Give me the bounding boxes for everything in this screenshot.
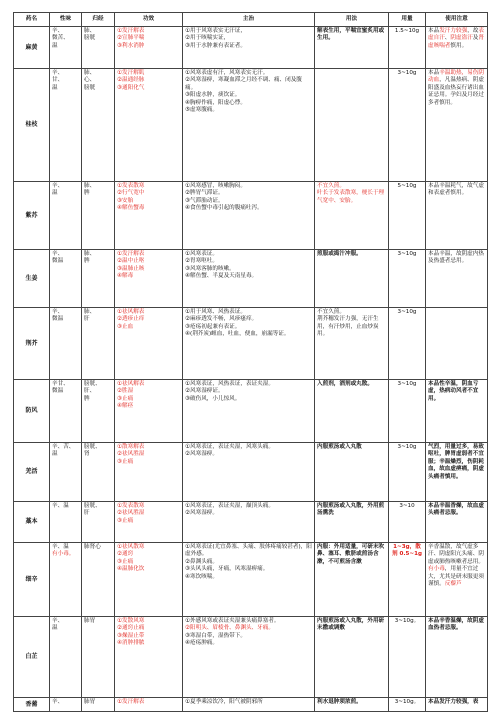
- herb-indications: [183, 502, 315, 543]
- cell-text: 辛、温: [52, 544, 69, 550]
- herb-meridian: [82, 27, 115, 69]
- herb-effects: [115, 380, 183, 443]
- herb-taste: [50, 27, 82, 69]
- cell-text: 反藜芦: [444, 580, 462, 587]
- cell-text: ②祛风胜湿: [117, 451, 145, 458]
- herb-meridian: [82, 617, 115, 698]
- cell-text: 煎服或捣汁冲服。: [317, 251, 362, 257]
- cell-text: ④解痉: [117, 403, 134, 410]
- herb-effects: [115, 182, 183, 250]
- cell-text: 肝、: [84, 388, 96, 395]
- herb-indications: [183, 543, 315, 617]
- cell-text: 慎用。: [450, 42, 468, 49]
- cell-text: ①用于风寒表实无汗证，: [185, 28, 246, 34]
- cell-text: ①夏季乘凉饮冷，阳气被阴邪所: [185, 699, 263, 705]
- cell-text: 辛、: [52, 699, 64, 705]
- cell-text: 肺胃: [84, 699, 96, 705]
- herb-meridian: [82, 443, 115, 502]
- herb-indications: [183, 250, 315, 308]
- cell-text: 本品辛香温燥，故阴虚血热者忌服。: [428, 618, 484, 632]
- herb-dosage: 1~3g，散剂 0.5~1g: [389, 543, 426, 617]
- cell-text: 微温: [52, 388, 64, 395]
- cell-text: 不宜久煎。: [317, 183, 345, 189]
- header-meridian: 归经: [82, 13, 115, 27]
- cell-text: ②祛风胜湿: [117, 510, 145, 517]
- herb-taste: [50, 502, 82, 543]
- cell-text: 膀胱、: [84, 381, 101, 387]
- cell-text: 内服煎汤或入丸散: [317, 444, 362, 450]
- cell-text: ④胸痹作痛，阳虚心悸。: [185, 99, 246, 106]
- cell-text: 膀胱: [84, 35, 96, 42]
- cell-text: ④(荆芥炭)衄血，吐血，便血，崩漏等证。: [185, 331, 290, 338]
- cell-text: ③利水消肿: [117, 42, 145, 49]
- cell-text: 肺胃: [84, 618, 96, 624]
- table-row: [14, 27, 488, 69]
- cell-text: ②通窍: [117, 551, 134, 558]
- herb-name: 香薷: [14, 698, 50, 712]
- herb-effects: [115, 617, 183, 698]
- table-body: [14, 27, 488, 712]
- herb-meridian: [82, 698, 115, 712]
- cell-text: ②温中止呕: [117, 258, 145, 265]
- cell-text: 脾: [84, 258, 90, 265]
- cell-text: ③止痛: [117, 395, 134, 402]
- herb-dosage: 3~10g: [389, 69, 426, 182]
- herb-effects: [115, 502, 183, 543]
- cell-text: 温: [52, 625, 58, 632]
- cell-text: ②鼻渊头痛。: [185, 558, 218, 565]
- herb-usage: [315, 69, 389, 182]
- cell-text: 肺、: [84, 309, 96, 315]
- header-name: 药名: [14, 13, 50, 27]
- herb-notes: [426, 250, 488, 308]
- herb-name: 防风: [14, 380, 50, 443]
- herb-dosage: 3~10g: [389, 443, 426, 502]
- cell-text: 温: [52, 42, 58, 49]
- table-row: [14, 617, 488, 698]
- cell-text: 膀胱: [84, 84, 96, 91]
- cell-text: ④温肺化饮: [117, 566, 145, 573]
- cell-text: ②用于咳喘实证，: [185, 35, 230, 42]
- cell-text: ②宣肺平喘: [117, 35, 145, 42]
- cell-text: ①发汗解肌: [117, 70, 145, 76]
- cell-text: 辛、苦、: [52, 444, 75, 450]
- table-row: [14, 250, 488, 308]
- herb-usage: [315, 308, 389, 380]
- herb-notes: [426, 502, 488, 543]
- cell-text: ②透疹止痒: [117, 316, 145, 323]
- header-usage: 用法: [315, 13, 389, 27]
- cell-text: ③止痛: [117, 517, 134, 524]
- herb-table: [13, 12, 488, 712]
- cell-text: 辛、温: [52, 503, 69, 509]
- cell-text: ①祛风解表: [117, 309, 145, 315]
- cell-text: ③阳虚水肿，痰饮证。: [185, 92, 241, 99]
- herb-usage: [315, 250, 389, 308]
- cell-text: 温: [52, 451, 58, 458]
- cell-text: 辛温助热，易伤阴动血: [428, 70, 484, 84]
- herb-dosage: 1.5~10g: [389, 27, 426, 69]
- herb-taste: [50, 250, 82, 308]
- cell-text: 气烈，用量过多，易致呕吐，脾胃虚弱者不宜服；辛温燥烈，伤阴耗血，故血虚痹痛，阴虚头痛者慎用。: [428, 444, 484, 480]
- herb-dosage: 5~10g: [389, 182, 426, 250]
- herb-dosage: 3~10: [389, 502, 426, 543]
- header-dosage: 用量: [389, 13, 426, 27]
- cell-text: ④解毒: [117, 273, 134, 280]
- cell-text: ③气滞胎动证。: [185, 197, 224, 204]
- herb-taste: [50, 182, 82, 250]
- herb-indications: [183, 69, 315, 182]
- herb-name: 藁本: [14, 502, 50, 543]
- cell-text: 辛甘、: [52, 381, 69, 387]
- herb-effects: [115, 250, 183, 308]
- table-row: [14, 543, 488, 617]
- herb-effects: [115, 443, 183, 502]
- cell-text: ②温通经脉: [117, 77, 145, 84]
- cell-text: ②阳明头、眉棱骨、鼻渊头、牙痛。: [185, 625, 274, 632]
- cell-text: ②风寒湿痹证。: [185, 388, 224, 395]
- cell-text: ①风寒表虚有汗，风寒表实无汗。: [185, 70, 269, 76]
- cell-text: ②胜湿: [117, 388, 134, 395]
- cell-text: 膀胱、: [84, 503, 101, 509]
- herb-indications: [183, 617, 315, 698]
- herb-notes: [426, 380, 488, 443]
- table-row: [14, 380, 488, 443]
- herb-taste: [50, 617, 82, 698]
- herb-meridian: [82, 502, 115, 543]
- herb-effects: [115, 69, 183, 182]
- cell-text: ①发表散寒: [117, 183, 145, 189]
- cell-text: ④疮疡肿痛。: [185, 640, 218, 647]
- cell-text: 本品辛温香燥，故血虚头痛者忌服。: [428, 503, 484, 517]
- herb-dosage: 3~10g。: [389, 617, 426, 698]
- cell-text: ②风寒湿痹。: [185, 510, 218, 517]
- cell-text: ①外感风寒或表证夹湿兼头痛鼻塞者。: [185, 618, 280, 624]
- table-row: [14, 69, 488, 182]
- cell-text: 、: [444, 35, 451, 42]
- herb-dosage: 3~10g: [389, 380, 426, 443]
- cell-text: 肺、: [84, 70, 96, 76]
- cell-text: ②风寒湿痹。: [185, 451, 218, 458]
- cell-text: ②通窍止痛: [117, 625, 145, 632]
- cell-text: ①祛风散寒: [117, 544, 145, 550]
- cell-text: 不宜久煎。: [317, 309, 345, 315]
- herb-usage: [315, 543, 389, 617]
- herb-notes: [426, 308, 488, 380]
- herb-effects: [115, 543, 183, 617]
- cell-text: 辛香温散，故气虚多汗、阴虚阳亢头痛、阴虚或肺热咳嗽者忌用。: [428, 544, 484, 565]
- table-row: [14, 698, 488, 712]
- cell-text: ③破伤风，小儿惊风。: [185, 395, 241, 402]
- cell-text: ①用于风寒、风热表证。: [185, 309, 246, 315]
- cell-text: ⑤虚寒腹痛。: [185, 106, 218, 113]
- herb-name: 细辛: [14, 543, 50, 617]
- herb-taste: [50, 69, 82, 182]
- cell-text: ③止血: [117, 323, 134, 330]
- header-row: [14, 13, 488, 27]
- herb-name: 桂枝: [14, 69, 50, 182]
- cell-text: ①风寒表证，表证夹湿，巅顶头痛。: [185, 503, 274, 509]
- herb-meridian: [82, 308, 115, 380]
- cell-text: ④解鱼蟹、半夏及天南星毒。: [185, 273, 258, 280]
- cell-text: 温: [52, 84, 58, 91]
- cell-text: 脾: [84, 190, 90, 197]
- herb-meridian: [82, 182, 115, 250]
- herb-taste: [50, 698, 82, 712]
- herb-indications: [183, 443, 315, 502]
- herb-usage: [315, 502, 389, 543]
- cell-text: 本品发汗力较强，表: [428, 699, 479, 705]
- cell-text: ，凡温热病、阴虚阳盛及血热妄行诸出血证忌用。孕妇及月经过多者慎用。: [428, 77, 484, 106]
- cell-text: 利水退肿须浓煎。: [317, 699, 362, 705]
- cell-text: ③安胎: [117, 197, 134, 204]
- cell-text: 肺、: [84, 183, 96, 189]
- cell-text: 本品性辛温，阴血亏虚，热病动风者不宜用。: [428, 381, 479, 402]
- cell-text: 阴虚盗汗: [450, 35, 473, 42]
- herb-notes: [426, 27, 488, 69]
- herb-notes: [426, 182, 488, 250]
- herb-meridian: [82, 380, 115, 443]
- cell-text: 甘、: [52, 77, 64, 84]
- cell-text: 有小毒: [428, 566, 445, 573]
- herb-name: 麻黄: [14, 27, 50, 69]
- herb-usage: [315, 27, 389, 69]
- herb-meridian: [82, 543, 115, 617]
- cell-text: 肺、: [84, 251, 96, 257]
- herb-notes: [426, 617, 488, 698]
- cell-text: 脾: [84, 395, 90, 402]
- cell-text: 本品辛温耗气，故气虚和表虚者慎用。: [428, 183, 484, 197]
- cell-text: ④寒饮咳喘。: [185, 573, 218, 580]
- cell-text: ③止痛: [117, 458, 134, 465]
- cell-text: 表虚自汗: [428, 28, 484, 42]
- cell-text: ①风寒表证，风热表证，表证夹湿。: [185, 381, 274, 387]
- cell-text: 荆芥穗发汗力强，无汗生用，有汗炒用，止血炒炭用。: [317, 316, 379, 338]
- herb-name: 荆芥: [14, 308, 50, 380]
- cell-text: 本品: [428, 70, 440, 76]
- cell-text: ③燥湿止带: [117, 632, 145, 639]
- cell-text: ③风寒客肺的咳嗽。: [185, 265, 235, 272]
- cell-text: 肾虚咳喘者: [428, 35, 485, 49]
- herb-dosage: 3~10g: [389, 308, 426, 380]
- header-effects: 功效: [115, 13, 183, 27]
- cell-text: 心、: [84, 77, 96, 84]
- cell-text: ③止痛: [117, 558, 134, 565]
- cell-text: ②脾胃气滞证。: [185, 190, 224, 197]
- cell-text: 微苦、: [52, 35, 69, 42]
- herb-taste: [50, 380, 82, 443]
- herb-name: 白芷: [14, 617, 50, 698]
- cell-text: 及: [472, 35, 479, 42]
- cell-text: ②麻疹透发不畅，风疹瘙痒。: [185, 316, 258, 323]
- cell-text: ①发表散寒: [117, 503, 145, 509]
- cell-text: 辛、: [52, 70, 64, 76]
- cell-text: ①散寒解表: [117, 444, 145, 450]
- cell-text: ①发汗解表: [117, 699, 145, 705]
- cell-text: 膀胱、: [84, 444, 101, 450]
- cell-text: 有小毒。: [52, 551, 75, 558]
- cell-text: ③通阳化气: [117, 84, 145, 91]
- herb-name: 紫苏: [14, 182, 50, 250]
- cell-text: ③用于水肿兼有表证者。: [185, 42, 246, 49]
- herb-taste: [50, 308, 82, 380]
- cell-text: ③头风头痛，牙痛，风寒湿痹痛。: [185, 566, 269, 573]
- cell-text: ③疮疡初起兼有表证。: [185, 323, 241, 330]
- cell-text: ①风寒表证(尤宜鼻塞、头痛、肢体疼痛较甚者)，阳虚外感。: [185, 544, 312, 558]
- cell-text: 辛、: [52, 309, 64, 315]
- cell-text: 内服：外用适量，可研末吹鼻、塞耳、敷脐或煎汤含漱，不可煎汤含漱: [317, 544, 385, 565]
- herb-name: 羌活: [14, 443, 50, 502]
- cell-text: 解表生用，平喘宜蜜炙用或生用。: [317, 28, 385, 42]
- herb-indications: [183, 182, 315, 250]
- herb-notes: [426, 698, 488, 712]
- cell-text: ①发散风寒: [117, 618, 145, 624]
- cell-text: ，用量不宜过大，尤其是研末服更须谨慎。: [428, 566, 484, 587]
- herb-meridian: [82, 250, 115, 308]
- cell-text: ②行气宽中: [117, 190, 145, 197]
- cell-text: 入煎剂，酒剂或丸散。: [317, 381, 373, 387]
- cell-text: 辛、: [52, 251, 64, 257]
- herb-indications: [183, 698, 315, 712]
- cell-text: ④消肿排脓: [117, 640, 145, 647]
- cell-text: ①发汗解表: [117, 28, 145, 34]
- herb-notes: [426, 543, 488, 617]
- cell-text: 微温: [52, 258, 64, 265]
- herb-usage: [315, 380, 389, 443]
- cell-text: 肝: [84, 316, 90, 323]
- cell-text: ②风寒湿痹，寒凝血滞之月经不调、痛、闭及腹痛。: [185, 77, 302, 91]
- cell-text: 内服煎汤或入丸散，外用煎汤熏洗: [317, 503, 385, 517]
- cell-text: ④解鱼蟹毒: [117, 205, 145, 212]
- herb-indications: [183, 308, 315, 380]
- cell-text: 肺、: [84, 28, 96, 34]
- cell-text: 肾: [84, 451, 90, 458]
- cell-text: ①发汗解表: [117, 251, 145, 257]
- herb-usage: [315, 698, 389, 712]
- table-row: [14, 502, 488, 543]
- cell-text: 内服煎汤或入丸散，外用研末撒或调敷: [317, 618, 385, 632]
- cell-text: 肝: [84, 510, 90, 517]
- table-row: [14, 308, 488, 380]
- header-indications: 主治: [183, 13, 315, 27]
- herb-effects: [115, 308, 183, 380]
- herb-effects: [115, 27, 183, 69]
- cell-text: 叶长于发表散寒，梗长于理气宽中、安胎。: [317, 190, 385, 204]
- cell-text: 本品辛温，故阴虚内热及热盛者忌用。: [428, 251, 484, 265]
- herb-meridian: [82, 69, 115, 182]
- herb-effects: [115, 698, 183, 712]
- herb-name: 生姜: [14, 250, 50, 308]
- cell-text: ②胃寒呕吐。: [185, 258, 218, 265]
- cell-text: ①风寒表证，表证夹湿，风寒头痛。: [185, 444, 274, 450]
- cell-text: 辛、: [52, 618, 64, 624]
- cell-text: 肺肾心: [84, 544, 101, 550]
- cell-text: 发汗力较强: [439, 28, 468, 34]
- cell-text: ④食鱼蟹中毒引起的腹痛吐泻。: [185, 205, 263, 212]
- header-taste: 性味: [50, 13, 82, 27]
- herb-dosage: 3~10g: [389, 250, 426, 308]
- herb-indications: [183, 380, 315, 443]
- cell-text: 辛、: [52, 28, 64, 34]
- cell-text: ③温肺止咳: [117, 265, 145, 272]
- cell-text: ①风寒表证。: [185, 251, 218, 257]
- herb-notes: [426, 443, 488, 502]
- cell-text: 微温: [52, 316, 64, 323]
- cell-text: 辛、: [52, 183, 64, 189]
- cell-text: 温: [52, 190, 58, 197]
- herb-notes: [426, 69, 488, 182]
- cell-text: 本品: [428, 28, 440, 34]
- cell-text: ③寒湿白带，湿热带下。: [185, 632, 246, 639]
- herb-taste: [50, 543, 82, 617]
- herb-usage: [315, 182, 389, 250]
- header-notes: 使用注意: [426, 13, 488, 27]
- herb-indications: [183, 27, 315, 69]
- cell-text: ，故: [467, 28, 479, 34]
- cell-text: ①祛风解表: [117, 381, 145, 387]
- table-row: [14, 182, 488, 250]
- herb-taste: [50, 443, 82, 502]
- herb-dosage: 3~10g。: [389, 698, 426, 712]
- herb-usage: [315, 443, 389, 502]
- table-row: [14, 443, 488, 502]
- herb-usage: [315, 617, 389, 698]
- cell-text: ①风寒感冒，咳嗽胸闷。: [185, 183, 246, 189]
